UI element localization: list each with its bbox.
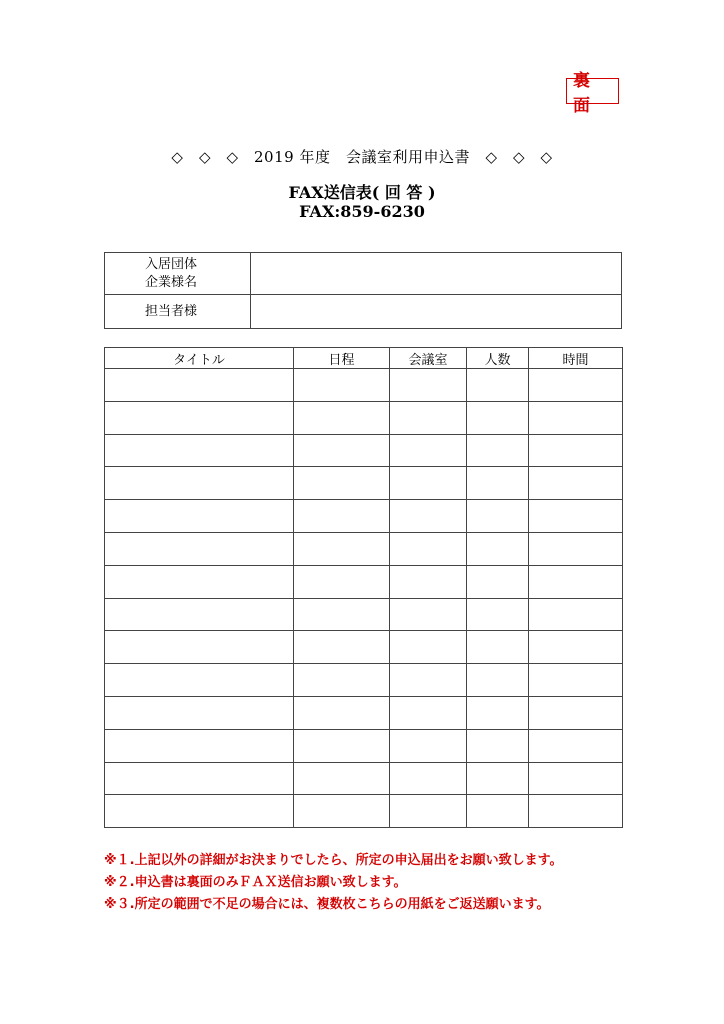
page-side-label: 裏 面 (566, 78, 619, 104)
cell-time[interactable] (529, 762, 623, 795)
cell-people[interactable] (467, 532, 529, 565)
org-label-line1: 入居団体 (145, 256, 198, 272)
note-2: ※２.申込書は裏面のみＦＡＸ送信お願い致します。 (104, 875, 407, 890)
cell-people[interactable] (467, 729, 529, 762)
cell-date[interactable] (294, 401, 390, 434)
cell-date[interactable] (294, 500, 390, 533)
schedule-header-row (105, 348, 623, 369)
cell-title[interactable] (105, 500, 294, 533)
cell-people[interactable] (467, 598, 529, 631)
table-row (105, 795, 623, 828)
table-row (105, 434, 623, 467)
cell-date[interactable] (294, 434, 390, 467)
form-heading: ◇ ◇ ◇ 2019 年度 会議室利用申込書 ◇ ◇ ◇ (171, 148, 553, 166)
cell-room[interactable] (390, 369, 467, 402)
org-value-field[interactable] (251, 253, 622, 295)
cell-people[interactable] (467, 500, 529, 533)
table-row (105, 696, 623, 729)
note-1: ※１.上記以外の詳細がお決まりでしたら、所定の申込届出をお願い致します。 (104, 853, 563, 868)
cell-title[interactable] (105, 729, 294, 762)
cell-title[interactable] (105, 631, 294, 664)
cell-title[interactable] (105, 696, 294, 729)
cell-date[interactable] (294, 532, 390, 565)
cell-time[interactable] (529, 532, 623, 565)
table-row (105, 369, 623, 402)
org-label (105, 253, 251, 295)
cell-room[interactable] (390, 500, 467, 533)
cell-people[interactable] (467, 696, 529, 729)
cell-time[interactable] (529, 434, 623, 467)
header-time: 時間 (529, 348, 623, 369)
cell-time[interactable] (529, 598, 623, 631)
cell-date[interactable] (294, 729, 390, 762)
cell-title[interactable] (105, 795, 294, 828)
cell-title[interactable] (105, 762, 294, 795)
table-row (105, 598, 623, 631)
cell-date[interactable] (294, 598, 390, 631)
cell-date[interactable] (294, 369, 390, 402)
fax-number: FAX:859-6230 (299, 202, 425, 221)
cell-title[interactable] (105, 598, 294, 631)
header-room: 会議室 (390, 348, 467, 369)
cell-title[interactable] (105, 467, 294, 500)
applicant-info-table (104, 252, 622, 329)
table-row (105, 467, 623, 500)
cell-room[interactable] (390, 467, 467, 500)
cell-people[interactable] (467, 565, 529, 598)
table-row (105, 762, 623, 795)
cell-title[interactable] (105, 664, 294, 697)
cell-date[interactable] (294, 664, 390, 697)
note-3: ※３.所定の範囲で不足の場合には、複数枚こちらの用紙をご返送願います。 (104, 897, 550, 912)
header-date: 日程 (294, 348, 390, 369)
cell-time[interactable] (529, 369, 623, 402)
cell-time[interactable] (529, 664, 623, 697)
header-title: タイトル (105, 348, 294, 369)
cell-people[interactable] (467, 401, 529, 434)
cell-time[interactable] (529, 401, 623, 434)
form-subtitle: FAX送信表( 回 答 ) (288, 183, 436, 202)
cell-people[interactable] (467, 369, 529, 402)
cell-time[interactable] (529, 795, 623, 828)
person-value-field[interactable] (251, 295, 622, 329)
org-label-line2: 企業様名 (145, 274, 198, 290)
cell-title[interactable] (105, 401, 294, 434)
cell-time[interactable] (529, 565, 623, 598)
cell-time[interactable] (529, 467, 623, 500)
cell-date[interactable] (294, 565, 390, 598)
cell-people[interactable] (467, 664, 529, 697)
cell-title[interactable] (105, 369, 294, 402)
person-label: 担当者様 (105, 295, 251, 329)
cell-people[interactable] (467, 762, 529, 795)
table-row (105, 565, 623, 598)
notes-block (104, 850, 563, 916)
cell-room[interactable] (390, 532, 467, 565)
cell-title[interactable] (105, 532, 294, 565)
table-row (105, 532, 623, 565)
cell-room[interactable] (390, 795, 467, 828)
cell-time[interactable] (529, 631, 623, 664)
cell-people[interactable] (467, 631, 529, 664)
cell-room[interactable] (390, 598, 467, 631)
cell-time[interactable] (529, 729, 623, 762)
header-people: 人数 (467, 348, 529, 369)
cell-people[interactable] (467, 467, 529, 500)
cell-room[interactable] (390, 434, 467, 467)
cell-title[interactable] (105, 565, 294, 598)
cell-people[interactable] (467, 795, 529, 828)
cell-room[interactable] (390, 696, 467, 729)
cell-date[interactable] (294, 795, 390, 828)
cell-date[interactable] (294, 467, 390, 500)
cell-room[interactable] (390, 631, 467, 664)
cell-room[interactable] (390, 729, 467, 762)
cell-room[interactable] (390, 401, 467, 434)
cell-time[interactable] (529, 696, 623, 729)
table-row (105, 664, 623, 697)
cell-date[interactable] (294, 762, 390, 795)
cell-room[interactable] (390, 565, 467, 598)
table-row (105, 500, 623, 533)
cell-date[interactable] (294, 696, 390, 729)
cell-room[interactable] (390, 664, 467, 697)
schedule-table (104, 347, 623, 828)
cell-date[interactable] (294, 631, 390, 664)
cell-time[interactable] (529, 500, 623, 533)
table-row (105, 729, 623, 762)
cell-room[interactable] (390, 762, 467, 795)
table-row (105, 631, 623, 664)
table-row (105, 401, 623, 434)
cell-people[interactable] (467, 434, 529, 467)
cell-title[interactable] (105, 434, 294, 467)
